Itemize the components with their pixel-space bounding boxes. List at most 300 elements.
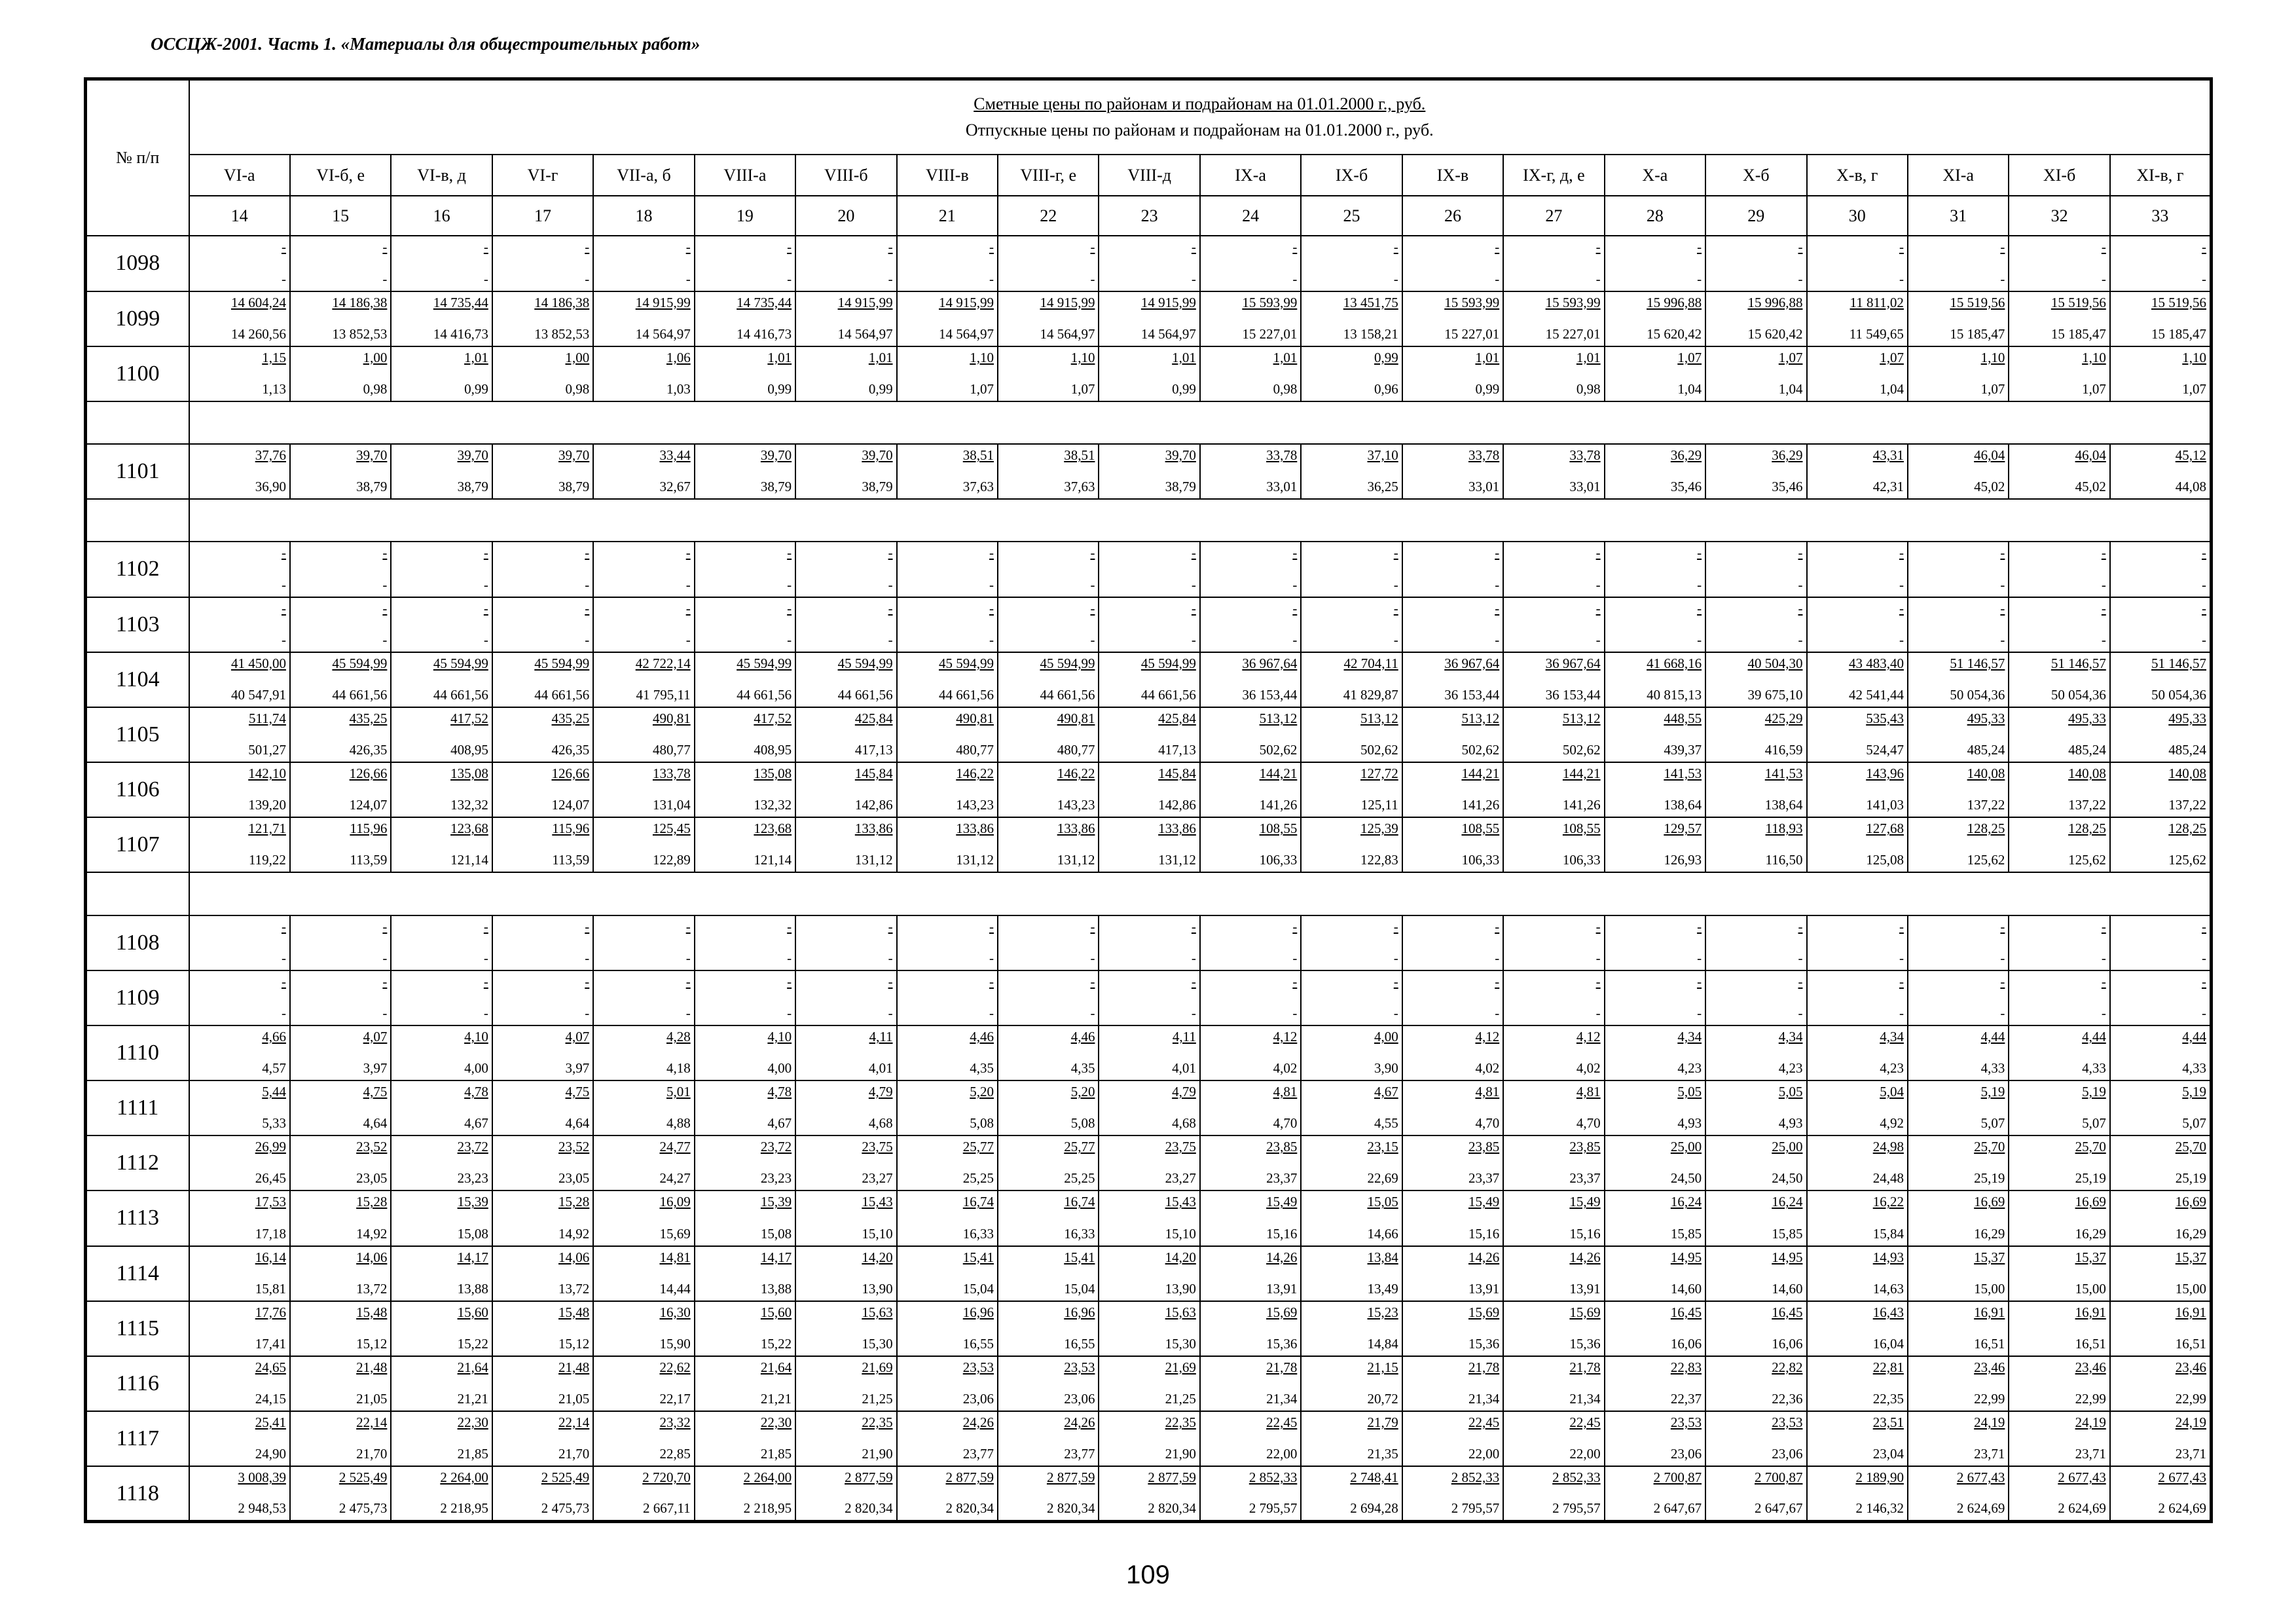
selling-price: -	[685, 1005, 691, 1021]
estimated-price: 13 451,75	[1343, 294, 1398, 310]
price-cell	[1402, 1301, 1503, 1356]
selling-price: 13,49	[1367, 1280, 1398, 1297]
selling-price: 4,64	[363, 1115, 388, 1132]
estimated-price: -	[2000, 973, 2005, 989]
estimated-price: 4,10	[767, 1028, 792, 1044]
selling-price: 11 549,65	[1849, 325, 1904, 342]
estimated-price: 144,21	[1259, 766, 1298, 782]
price-cell	[492, 762, 593, 817]
price-cell	[1301, 542, 1402, 597]
price-cell	[2110, 1080, 2212, 1135]
estimated-price: 5,20	[1070, 1084, 1095, 1100]
estimated-price: -	[1798, 600, 1803, 616]
selling-price: -	[2101, 631, 2106, 648]
price-cell	[290, 542, 391, 597]
selling-price: 22,85	[659, 1446, 691, 1462]
price-cell	[2110, 1025, 2212, 1080]
estimated-price: 23,85	[1468, 1139, 1500, 1155]
selling-price: -	[787, 1005, 792, 1021]
estimated-price: -	[685, 545, 691, 561]
selling-price: 21,25	[862, 1390, 893, 1407]
price-cell	[1908, 1080, 2009, 1135]
selling-price: 44 661,56	[1040, 686, 1095, 703]
price-cell	[998, 915, 1099, 970]
estimated-price: 23,51	[1872, 1414, 1904, 1430]
selling-price: 2 795,57	[1552, 1500, 1601, 1516]
estimated-price: 15,49	[1468, 1194, 1500, 1210]
price-cell	[1200, 346, 1301, 401]
estimated-price: 21,69	[1165, 1359, 1196, 1375]
price-cell	[593, 444, 694, 499]
estimated-price: 5,44	[262, 1084, 286, 1100]
estimated-price: -	[2101, 239, 2106, 255]
selling-price: -	[1697, 270, 1702, 287]
price-cell	[1503, 542, 1604, 597]
selling-price: 44 661,56	[433, 686, 488, 703]
price-cell	[1503, 1190, 1604, 1246]
estimated-price: 25,41	[255, 1414, 286, 1430]
estimated-price: 15 996,88	[1647, 294, 1702, 310]
price-cell	[1605, 1025, 1705, 1080]
estimated-price: 1,10	[1070, 349, 1095, 365]
estimated-price: 16,91	[2075, 1304, 2106, 1320]
estimated-price: 4,81	[1576, 1084, 1601, 1100]
column-index-row	[86, 196, 2212, 236]
estimated-price: 145,84	[854, 766, 893, 782]
price-cell	[189, 1356, 290, 1411]
selling-price: 21,05	[558, 1390, 590, 1407]
selling-price: 113,59	[350, 852, 388, 868]
estimated-price: 2 525,49	[338, 1469, 388, 1486]
selling-price: 36 153,44	[1242, 686, 1298, 703]
price-cell	[290, 236, 391, 291]
region-column-header: IX-в	[1402, 155, 1503, 196]
selling-price: -	[1393, 631, 1398, 648]
table-row	[86, 762, 2212, 817]
selling-price: -	[685, 631, 691, 648]
estimated-price: 21,78	[1266, 1359, 1298, 1375]
estimated-price: -	[1495, 918, 1500, 934]
price-cell	[1807, 915, 1908, 970]
column-number: 33	[2110, 196, 2212, 236]
estimated-price: 15 519,56	[2151, 294, 2206, 310]
selling-price: 4,64	[565, 1115, 590, 1132]
selling-price: 502,62	[1259, 742, 1298, 758]
selling-price: -	[382, 1005, 388, 1021]
estimated-price: 4,12	[1273, 1028, 1298, 1044]
estimated-price: -	[787, 239, 792, 255]
selling-price: 2 475,73	[541, 1500, 590, 1516]
selling-price: 14 564,97	[939, 325, 994, 342]
price-cell	[2009, 444, 2109, 499]
selling-price: -	[281, 1005, 286, 1021]
selling-price: 4,23	[1778, 1060, 1803, 1077]
selling-price: 0,99	[868, 380, 893, 397]
price-cell	[1301, 1190, 1402, 1246]
price-cell	[1503, 291, 1604, 346]
price-cell	[998, 1080, 1099, 1135]
estimated-price: -	[685, 600, 691, 616]
selling-price: -	[2202, 270, 2206, 287]
estimated-price: 15 593,99	[1545, 294, 1601, 310]
table-row	[86, 1466, 2212, 1521]
selling-price: 44 661,56	[737, 686, 792, 703]
estimated-price: -	[1292, 545, 1298, 561]
price-cell	[2009, 817, 2109, 872]
selling-price: 39 675,10	[1747, 686, 1803, 703]
estimated-price: 144,21	[1461, 766, 1500, 782]
price-cell	[795, 1356, 896, 1411]
estimated-price: 14 186,38	[332, 294, 388, 310]
selling-price: 417,13	[1158, 742, 1196, 758]
estimated-price: 45 594,99	[433, 655, 488, 671]
price-cell	[492, 652, 593, 707]
selling-price: -	[1495, 576, 1500, 593]
selling-price: 0,98	[363, 380, 388, 397]
price-cell	[1301, 1246, 1402, 1301]
table-title-row	[86, 79, 2212, 155]
estimated-price: -	[1090, 600, 1095, 616]
estimated-price: 490,81	[956, 710, 994, 726]
price-cell	[998, 236, 1099, 291]
price-cell	[1099, 707, 1199, 762]
selling-price: 4,35	[970, 1060, 994, 1077]
price-cell	[593, 817, 694, 872]
selling-price: 125,62	[2068, 852, 2106, 868]
estimated-price: 22,35	[1165, 1414, 1196, 1430]
price-cell	[1705, 1356, 1806, 1411]
table-row	[86, 817, 2212, 872]
estimated-price: 16,69	[2175, 1194, 2206, 1210]
price-cell	[1503, 915, 1604, 970]
estimated-price: 15,60	[760, 1304, 792, 1320]
estimated-price: 4,75	[363, 1084, 388, 1100]
price-cell	[290, 1135, 391, 1190]
estimated-price: 4,67	[1374, 1084, 1398, 1100]
selling-price: 23,23	[760, 1170, 792, 1187]
price-cell	[492, 542, 593, 597]
estimated-price: 16,22	[1872, 1194, 1904, 1210]
selling-price: -	[1292, 1005, 1298, 1021]
selling-price: 33,01	[1569, 479, 1601, 495]
estimated-price: 4,46	[1070, 1028, 1095, 1044]
price-cell	[1605, 1246, 1705, 1301]
price-cell	[1200, 915, 1301, 970]
selling-price: 119,22	[248, 852, 286, 868]
price-cell	[1301, 444, 1402, 499]
price-cell	[1200, 1190, 1301, 1246]
price-cell	[1099, 1356, 1199, 1411]
estimated-price: 15,48	[356, 1304, 388, 1320]
estimated-price: 14,26	[1266, 1249, 1298, 1265]
selling-price: 4,02	[1475, 1060, 1500, 1077]
estimated-price: 39,70	[862, 447, 893, 464]
price-cell	[2110, 444, 2212, 499]
selling-price: 480,77	[652, 742, 691, 758]
estimated-price: -	[2101, 918, 2106, 934]
price-cell	[1807, 1466, 1908, 1521]
price-cell	[391, 1301, 492, 1356]
estimated-price: 2 852,33	[1552, 1469, 1601, 1486]
estimated-price: 513,12	[1461, 710, 1500, 726]
price-cell	[998, 346, 1099, 401]
estimated-price: 23,52	[356, 1139, 388, 1155]
selling-price: -	[1798, 950, 1803, 966]
price-cell	[1301, 291, 1402, 346]
estimated-price: 127,68	[1866, 821, 1904, 837]
estimated-price: -	[1697, 545, 1702, 561]
price-cell	[492, 1466, 593, 1521]
selling-price: 15,30	[1165, 1335, 1196, 1352]
selling-price: 131,12	[854, 852, 893, 868]
selling-price: 4,00	[464, 1060, 488, 1077]
selling-price: -	[382, 950, 388, 966]
estimated-price: 145,84	[1158, 766, 1196, 782]
estimated-price: 125,45	[652, 821, 691, 837]
selling-price: -	[888, 576, 893, 593]
column-number: 23	[1099, 196, 1199, 236]
selling-price: 439,37	[1664, 742, 1702, 758]
price-cell	[189, 597, 290, 652]
estimated-price: -	[989, 239, 994, 255]
price-cell	[2110, 762, 2212, 817]
price-cell	[2110, 1246, 2212, 1301]
estimated-price: -	[1495, 973, 1500, 989]
price-cell	[2009, 915, 2109, 970]
estimated-price: 15,28	[558, 1194, 590, 1210]
estimated-price: 14,17	[457, 1249, 488, 1265]
estimated-price: 108,55	[1562, 821, 1601, 837]
selling-price: -	[2000, 270, 2005, 287]
price-cell	[1402, 597, 1503, 652]
estimated-price: 1,01	[1172, 349, 1196, 365]
price-cell	[593, 597, 694, 652]
price-cell	[391, 291, 492, 346]
price-cell	[290, 1025, 391, 1080]
estimated-price: 46,04	[1974, 447, 2005, 464]
price-cell	[1807, 1025, 1908, 1080]
price-cell	[897, 1135, 998, 1190]
selling-price: 121,14	[754, 852, 792, 868]
selling-price: -	[1798, 1005, 1803, 1021]
estimated-price: 39,70	[558, 447, 590, 464]
selling-price: 141,26	[1562, 797, 1601, 813]
estimated-price: -	[1191, 973, 1196, 989]
estimated-price: 17,53	[255, 1194, 286, 1210]
price-cell	[391, 707, 492, 762]
selling-price: 13,91	[1569, 1280, 1601, 1297]
estimated-price: 25,00	[1670, 1139, 1702, 1155]
estimated-price: 5,19	[2082, 1084, 2106, 1100]
price-cell	[897, 762, 998, 817]
price-cell	[1099, 1135, 1199, 1190]
price-cell	[1908, 1246, 2009, 1301]
price-cell	[897, 542, 998, 597]
price-cell	[897, 236, 998, 291]
selling-price: -	[1292, 270, 1298, 287]
selling-price: 17,41	[255, 1335, 286, 1352]
selling-price: 41 795,11	[636, 686, 691, 703]
estimated-price: -	[1393, 973, 1398, 989]
estimated-price: 45 594,99	[737, 655, 792, 671]
estimated-price: 1,01	[1273, 349, 1298, 365]
selling-price: 24,50	[1772, 1170, 1803, 1187]
estimated-price: 42 722,14	[635, 655, 691, 671]
price-cell	[2009, 1466, 2109, 1521]
price-cell	[998, 1356, 1099, 1411]
estimated-price: 42 704,11	[1343, 655, 1398, 671]
estimated-price: 15,41	[962, 1249, 994, 1265]
price-cell	[897, 1356, 998, 1411]
estimated-price: 24,77	[659, 1139, 691, 1155]
price-cell	[189, 915, 290, 970]
column-number: 19	[695, 196, 795, 236]
estimated-price: -	[1191, 239, 1196, 255]
price-cell	[897, 444, 998, 499]
selling-price: 2 820,34	[945, 1500, 994, 1516]
price-cell	[1908, 1025, 2009, 1080]
price-cell	[1807, 762, 1908, 817]
selling-price: 24,15	[255, 1390, 286, 1407]
row-number: 1101	[86, 444, 189, 499]
selling-price: 38,79	[1165, 479, 1196, 495]
price-cell	[998, 1246, 1099, 1301]
selling-price: 25,19	[2075, 1170, 2106, 1187]
estimated-price: -	[585, 545, 590, 561]
region-column-header: X-б	[1705, 155, 1806, 196]
estimated-price: 123,68	[450, 821, 488, 837]
estimated-price: -	[1191, 600, 1196, 616]
estimated-price: 1,10	[2182, 349, 2206, 365]
price-cell	[998, 1411, 1099, 1466]
separator-cell	[189, 872, 2212, 915]
column-number: 24	[1200, 196, 1301, 236]
selling-price: -	[2202, 1005, 2206, 1021]
estimated-price: 2 677,43	[1956, 1469, 2005, 1486]
price-cell	[1605, 707, 1705, 762]
table-row	[86, 1080, 2212, 1135]
estimated-price: 14,26	[1569, 1249, 1601, 1265]
selling-price: 14 260,56	[230, 325, 286, 342]
estimated-price: 15,37	[2075, 1249, 2106, 1265]
table-row	[86, 1411, 2212, 1466]
estimated-price: 5,20	[970, 1084, 994, 1100]
estimated-price: 15,69	[1569, 1304, 1601, 1320]
estimated-price: 126,66	[551, 766, 590, 782]
price-cell	[1705, 817, 1806, 872]
region-column-header: XI-в, г	[2110, 155, 2212, 196]
price-cell	[290, 915, 391, 970]
selling-price: 4,67	[464, 1115, 488, 1132]
price-cell	[1705, 346, 1806, 401]
selling-price: 22,99	[2075, 1390, 2106, 1407]
price-cell	[1200, 1301, 1301, 1356]
selling-price: 16,33	[1064, 1225, 1095, 1242]
estimated-price: 23,72	[760, 1139, 792, 1155]
estimated-price: -	[787, 545, 792, 561]
estimated-price: 22,14	[558, 1414, 590, 1430]
estimated-price: -	[989, 545, 994, 561]
price-cell	[1705, 1025, 1806, 1080]
estimated-price: -	[483, 918, 488, 934]
estimated-price: 146,22	[956, 766, 994, 782]
selling-price: 21,85	[760, 1446, 792, 1462]
estimated-price: -	[2000, 239, 2005, 255]
section-separator-row	[86, 872, 2212, 915]
selling-price: 24,48	[1872, 1170, 1904, 1187]
selling-price: 24,90	[255, 1446, 286, 1462]
price-cell	[998, 1190, 1099, 1246]
price-cell	[2009, 236, 2109, 291]
estimated-price: 45 594,99	[837, 655, 893, 671]
estimated-price: 2 877,59	[1046, 1469, 1095, 1486]
selling-price: -	[1595, 270, 1601, 287]
estimated-price: 15 519,56	[2050, 294, 2106, 310]
price-cell	[492, 346, 593, 401]
estimated-price: 2 189,90	[1855, 1469, 1904, 1486]
selling-price: -	[1191, 1005, 1196, 1021]
selling-price: 13,90	[1165, 1280, 1196, 1297]
price-cell	[1705, 707, 1806, 762]
estimated-price: 15 996,88	[1747, 294, 1803, 310]
estimated-price: 4,44	[1980, 1028, 2005, 1044]
price-cell	[695, 1356, 795, 1411]
price-cell	[1705, 1466, 1806, 1521]
selling-price: -	[888, 270, 893, 287]
price-cell	[2009, 1356, 2109, 1411]
selling-price: 4,57	[262, 1060, 286, 1077]
estimated-price: 16,96	[1064, 1304, 1095, 1320]
estimated-price: 4,44	[2182, 1028, 2206, 1044]
selling-price: 485,24	[2068, 742, 2106, 758]
price-cell	[695, 762, 795, 817]
estimated-price: -	[2202, 973, 2206, 989]
selling-price: -	[1899, 1005, 1904, 1021]
price-cell	[998, 762, 1099, 817]
estimated-price: 4,34	[1677, 1028, 1702, 1044]
estimated-price: 4,28	[666, 1028, 691, 1044]
estimated-price: 23,46	[2175, 1359, 2206, 1375]
price-cell	[1099, 597, 1199, 652]
price-cell	[2009, 970, 2109, 1025]
estimated-price: 5,19	[2182, 1084, 2206, 1100]
estimated-price: 15 593,99	[1444, 294, 1500, 310]
selling-price: -	[1191, 576, 1196, 593]
selling-price: 15 227,01	[1444, 325, 1500, 342]
selling-price: 22,99	[2175, 1390, 2206, 1407]
selling-price: 1,07	[970, 380, 994, 397]
price-cell	[1402, 346, 1503, 401]
estimated-price: -	[2101, 600, 2106, 616]
estimated-price: 435,25	[551, 710, 590, 726]
column-number: 30	[1807, 196, 1908, 236]
estimated-price: 1,00	[565, 349, 590, 365]
price-cell	[492, 1025, 593, 1080]
selling-price: 5,08	[970, 1115, 994, 1132]
estimated-price: 15,49	[1266, 1194, 1298, 1210]
price-cell	[1301, 707, 1402, 762]
price-cell	[1605, 817, 1705, 872]
page-number: 109	[1126, 1560, 1170, 1589]
selling-price: 502,62	[1360, 742, 1398, 758]
price-cell	[391, 1190, 492, 1246]
selling-price: -	[888, 1005, 893, 1021]
estimated-price: 135,08	[754, 766, 792, 782]
selling-price: 4,33	[2082, 1060, 2106, 1077]
selling-price: 15,69	[659, 1225, 691, 1242]
selling-price: 37,63	[962, 479, 994, 495]
selling-price: 4,55	[1374, 1115, 1398, 1132]
